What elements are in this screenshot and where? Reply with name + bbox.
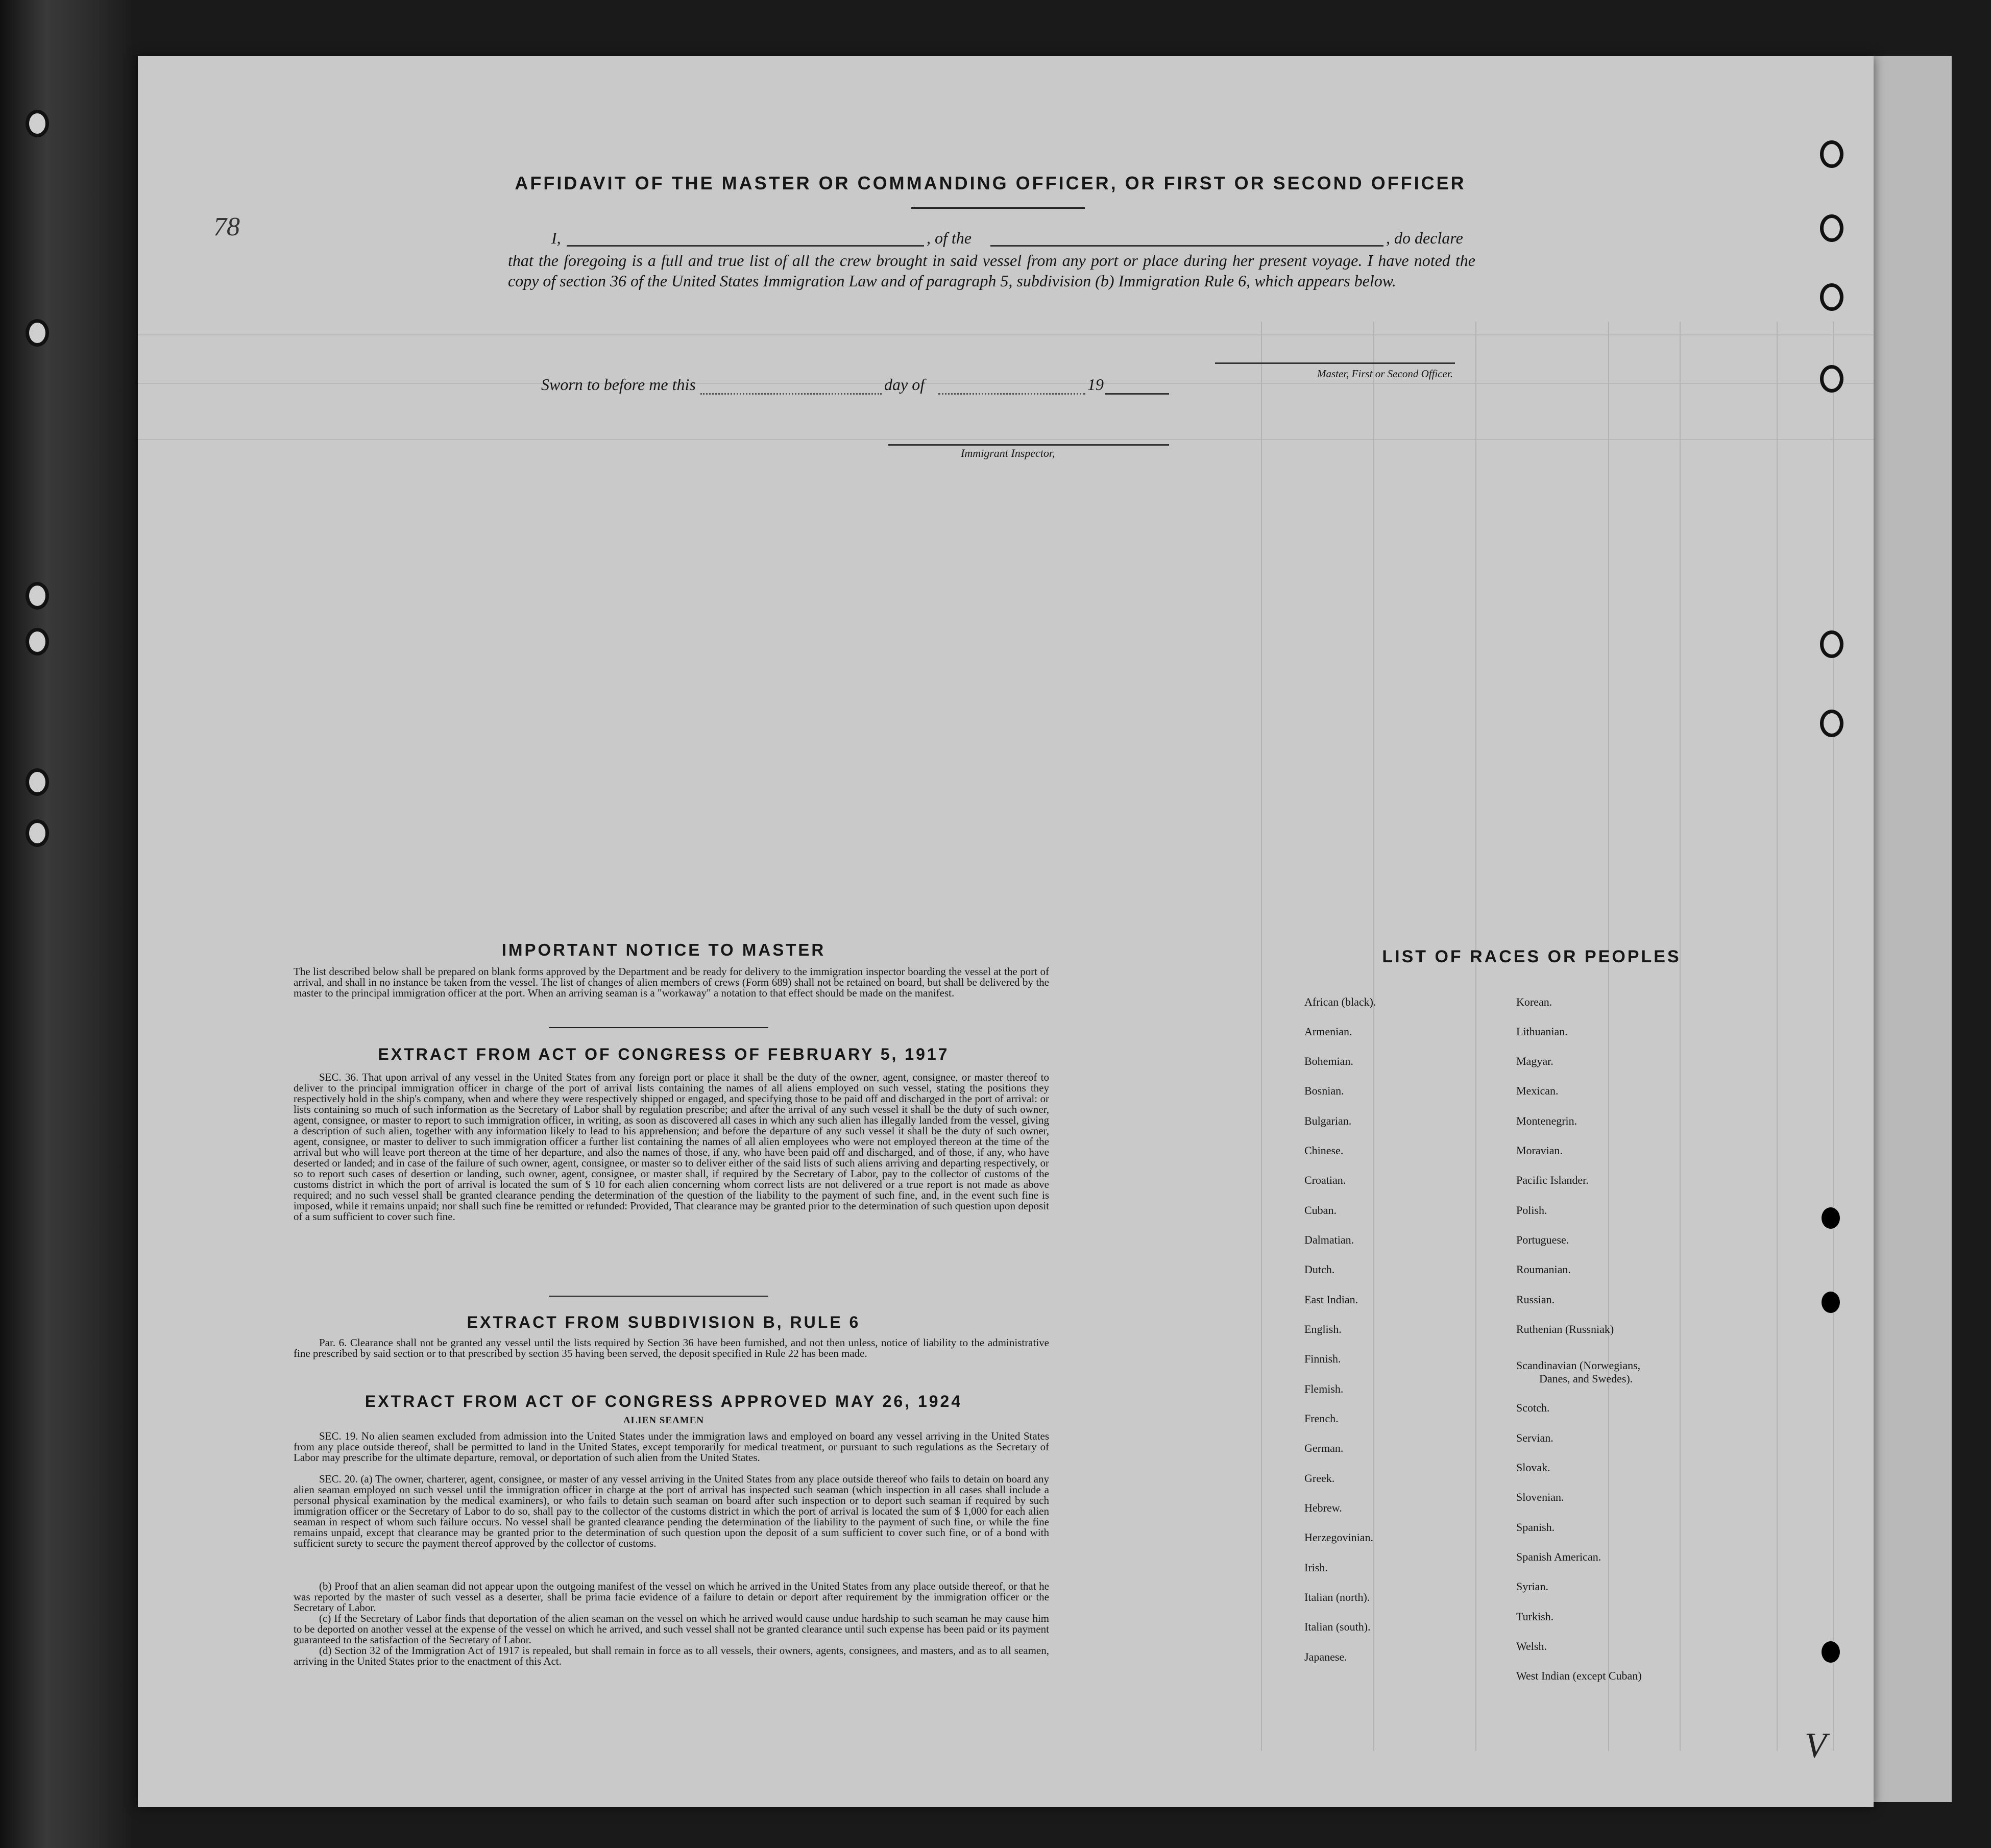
- race-item: Croatian.: [1304, 1174, 1346, 1186]
- binder-hole: [1820, 283, 1843, 311]
- binder-hole: [1820, 710, 1843, 737]
- race-item: Bulgarian.: [1304, 1114, 1352, 1127]
- master-caption: Master, First or Second Officer.: [1317, 368, 1453, 380]
- race-item: Danes, and Swedes).: [1539, 1372, 1633, 1385]
- extract-1917-text: SEC. 36. That upon arrival of any vessel in the United States from any foreign port or place it shall be the duty of the owner, agent, consignee, or master thereof to deliver to the principal immigration officer in charge of the port of arrival lists containing the names of all aliens employed on such vessel, stating the positions they respectively hold in the ship's company, when and where they were respectively shipped or engaged, and specifying those to be paid off and discharged in the port of arrival: or lists containing so much of such information as the Secretary of Labor shall by regulation prescribe; and after the arrival of any such vessel it shall be the duty of such owner, agent, consignee, or master to report to such immigration officer, in writing, as soon as discovered all cases in which any such alien has illegally landed from the vessel, giving a description of such alien, together with any information likely to lead to his apprehension; and before the departure of any such vessel it shall be the duty of such owner, agent, consignee, or master to deliver to such immigration officer a further list containing the names of all alien employees who were not employed thereon at the time of the arrival but who will leave port thereon at the time of her departure, and also the names of those, if any, who have been paid off and discharged, and of those, if any, who have deserted or landed; and in case of the failure of such owner, agent, consignee, or master so to deliver either of the said lists of such aliens arriving and departing respectively, or so to report such cases of desertion or landing, such owner, agent, consignee, or master shall, if required by the Secretary of Labor, pay to the collector of customs of the customs district in which the port of arrival is located the sum of $ 10 for each alien concerning whom correct lists are not delivered or a true report is not made as above required; and no such vessel shall be granted clearance pending the determination of the question of the liability to the payment of such fine, and, in the event such fine is imposed, while it remains unpaid; nor shall such fine be remitted or refunded: Provided, That clearance may be granted prior to the determination of such question upon deposit of a sum sufficient to cover such fine.: [294, 1071, 1049, 1223]
- race-item: Bohemian.: [1304, 1055, 1353, 1067]
- race-item: Italian (south).: [1304, 1620, 1371, 1633]
- race-item: Slovak.: [1516, 1461, 1550, 1474]
- race-item: Spanish.: [1516, 1521, 1555, 1534]
- binder-hole: [1822, 1641, 1840, 1663]
- race-item: Welsh.: [1516, 1640, 1547, 1652]
- binder-hole: [26, 628, 49, 655]
- sec20c-text: (c) If the Secretary of Labor finds that deportation of the alien seaman on the vessel on which he arrived would cause undue hardship to such seaman he may cause him to be deported on another vessel at the expense of the vessel on which he arrived, and such vessel shall not be granted clearance until such expense has been paid or its payment guaranteed to the satisfaction of the Secretary of Labor.: [294, 1612, 1049, 1646]
- sworn-day-blank[interactable]: [700, 393, 882, 395]
- binder-hole: [1820, 365, 1843, 393]
- binder-hole: [26, 819, 49, 847]
- race-item: East Indian.: [1304, 1293, 1358, 1306]
- race-item: Armenian.: [1304, 1025, 1352, 1038]
- day-of-label: day of: [884, 375, 925, 394]
- divider-2: [549, 1296, 768, 1297]
- race-item: West Indian (except Cuban): [1516, 1669, 1642, 1682]
- race-item: Herzegovinian.: [1304, 1531, 1373, 1544]
- extract-rule6-text: Par. 6. Clearance shall not be granted any vessel until the lists required by Section 36 have been furnished, and not then unless, notice of liability to the administrative fine prescribed by said section or to that prescribed by section 35 having been served, the deposit specified in Rule 22 has been made.: [294, 1336, 1049, 1359]
- race-item: Spanish American.: [1516, 1550, 1601, 1563]
- sec20a-text: SEC. 20. (a) The owner, charterer, agent, consignee, or master of any vessel arriving in the United States from any place outside thereof who fails to detain on board any alien seaman employed on such vessel until the immigration officer in charge at the port of arrival has inspected such seaman (which inspection in all cases shall include a personal physical examination by the medical examiners), or who fails to detain such seaman on board after such inspection or to deport such seaman if required by such immigration officer or the Secretary of Labor to do so, shall pay to the collector of the customs district in which the port of arrival is located the sum of $ 1,000 for each alien seaman in respect of whom such failure occurs. No vessel shall be granted clearance pending the determination of the liability to the payment of such fine, or while the fine remains unpaid, except that clearance may be granted prior to the determination of such question upon the deposit of a sum sufficient to cover such fine, or of a bond with sufficient surety to secure the payment thereof approved by the collector of customs.: [294, 1473, 1049, 1549]
- race-item: African (black).: [1304, 995, 1376, 1008]
- race-item: Ruthenian (Russniak): [1516, 1323, 1614, 1335]
- race-item: Irish.: [1304, 1561, 1328, 1574]
- race-item: Magyar.: [1516, 1055, 1553, 1067]
- binder-hole: [1822, 1292, 1840, 1313]
- sec20d-text: (d) Section 32 of the Immigration Act of 1917 is repealed, but shall remain in force as to all vessels, their owners, agents, consignees, and masters, and as to all seamen, arriving in the United States prior to the enactment of this Act.: [294, 1644, 1049, 1667]
- race-item: Portuguese.: [1516, 1233, 1569, 1246]
- year-blank[interactable]: [1105, 393, 1169, 395]
- extract-rule6-title: EXTRACT FROM SUBDIVISION B, RULE 6: [467, 1313, 861, 1331]
- race-item: Servian.: [1516, 1431, 1553, 1444]
- race-item: Dalmatian.: [1304, 1233, 1354, 1246]
- extract-1917-title: EXTRACT FROM ACT OF CONGRESS OF FEBRUARY 5, 1917: [378, 1045, 950, 1063]
- sec20b-text: (b) Proof that an alien seaman did not appear upon the outgoing manifest of the vessel on which he arrived in the United States from any place outside thereof, or that he was reported by the master of such vessel as a deserter, shall be prima facie evidence of a failure to detain or deport after requirement by the immigration officer or the Secretary of Labor.: [294, 1580, 1049, 1614]
- binder-hole: [1820, 140, 1843, 168]
- race-item: Russian.: [1516, 1293, 1555, 1306]
- race-item: Cuban.: [1304, 1204, 1337, 1217]
- race-item: Polish.: [1516, 1204, 1547, 1217]
- race-item: Finnish.: [1304, 1352, 1341, 1365]
- race-item: Scandinavian (Norwegians,: [1516, 1359, 1641, 1372]
- race-item: Italian (north).: [1304, 1591, 1370, 1603]
- binder-hole: [1822, 1207, 1840, 1229]
- race-item: Japanese.: [1304, 1650, 1347, 1663]
- race-item: Greek.: [1304, 1472, 1335, 1485]
- inspector-signature-line[interactable]: [888, 444, 1169, 446]
- binder-hole: [1820, 630, 1843, 658]
- handwritten-sheet-number: 78: [213, 212, 240, 241]
- race-item: Roumanian.: [1516, 1263, 1571, 1276]
- race-item: Korean.: [1516, 995, 1552, 1008]
- race-item: Mexican.: [1516, 1084, 1559, 1097]
- i-label: I,: [551, 229, 561, 247]
- sworn-month-blank[interactable]: [938, 393, 1085, 395]
- race-item: Pacific Islander.: [1516, 1174, 1589, 1186]
- race-item: Lithuanian.: [1516, 1025, 1568, 1038]
- race-item: English.: [1304, 1323, 1342, 1335]
- race-item: Slovenian.: [1516, 1491, 1564, 1503]
- affidavit-title: AFFIDAVIT OF THE MASTER OR COMMANDING OFFICER, OR FIRST OR SECOND OFFICER: [515, 173, 1466, 193]
- binder-hole: [1820, 214, 1843, 242]
- affidavit-body: that the foregoing is a full and true list of all the crew brought in said vessel from any port or place during her present voyage. I have noted the copy of section 36 of the United States Immigration Law and of paragraph 5, subdivision (b) Immigration Rule 6, which appears below.: [508, 251, 1475, 290]
- race-item: Moravian.: [1516, 1144, 1563, 1157]
- race-item: Flemish.: [1304, 1382, 1344, 1395]
- sworn-label: Sworn to before me this: [541, 375, 696, 394]
- year-prefix: 19: [1087, 375, 1104, 394]
- race-item: Bosnian.: [1304, 1084, 1344, 1097]
- notice-text: The list described below shall be prepared on blank forms approved by the Department and be ready for delivery to the immigration inspector boarding the vessel at the port of arrival, and shall in no instance be taken from the vessel. The list of changes of alien members of crews (Form 689) shall not be retained on board, but shall be delivered by the master to the principal immigration officer at the port. When an arriving seaman is a "workaway" a notation to that effect should be made on the manifest.: [294, 965, 1049, 999]
- binder-hole: [26, 582, 49, 610]
- races-title: LIST OF RACES OR PEOPLES: [1382, 947, 1681, 966]
- declare-label: , do declare: [1386, 229, 1463, 247]
- title-underline: [911, 207, 1085, 209]
- divider-1: [549, 1027, 768, 1028]
- race-item: Dutch.: [1304, 1263, 1335, 1276]
- of-the-label: , of the: [927, 229, 972, 247]
- name-blank[interactable]: [567, 245, 924, 247]
- master-signature-line[interactable]: [1215, 362, 1455, 364]
- manifest-sheet: [138, 56, 1874, 1807]
- race-item: Hebrew.: [1304, 1501, 1342, 1514]
- race-item: French.: [1304, 1412, 1339, 1425]
- vessel-blank[interactable]: [990, 245, 1383, 247]
- inspector-caption: Immigrant Inspector,: [961, 447, 1055, 459]
- race-item: Montenegrin.: [1516, 1114, 1577, 1127]
- race-item: Syrian.: [1516, 1580, 1548, 1593]
- handwritten-corner-mark: V: [1805, 1726, 1827, 1765]
- extract-1924-title: EXTRACT FROM ACT OF CONGRESS APPROVED MAY 26, 1924: [365, 1392, 963, 1411]
- sec19-text: SEC. 19. No alien seamen excluded from admission into the United States under the immigration laws and employed on board any vessel arriving in the United States from any place outside thereof, shall be permitted to land in the United States, except temporarily for medical treatment, or pursuant to such regulations as the Secretary of Labor may prescribe for the ultimate departure, removal, or deportation of such alien from the United States.: [294, 1430, 1049, 1464]
- binder-hole: [26, 319, 49, 347]
- race-item: Scotch.: [1516, 1401, 1550, 1414]
- binder-hole: [26, 110, 49, 137]
- alien-seamen-subtitle: ALIEN SEAMEN: [623, 1415, 705, 1426]
- race-item: German.: [1304, 1442, 1344, 1454]
- notice-title: IMPORTANT NOTICE TO MASTER: [501, 940, 826, 959]
- binder-hole: [26, 768, 49, 796]
- race-item: Turkish.: [1516, 1610, 1554, 1623]
- race-item: Chinese.: [1304, 1144, 1344, 1157]
